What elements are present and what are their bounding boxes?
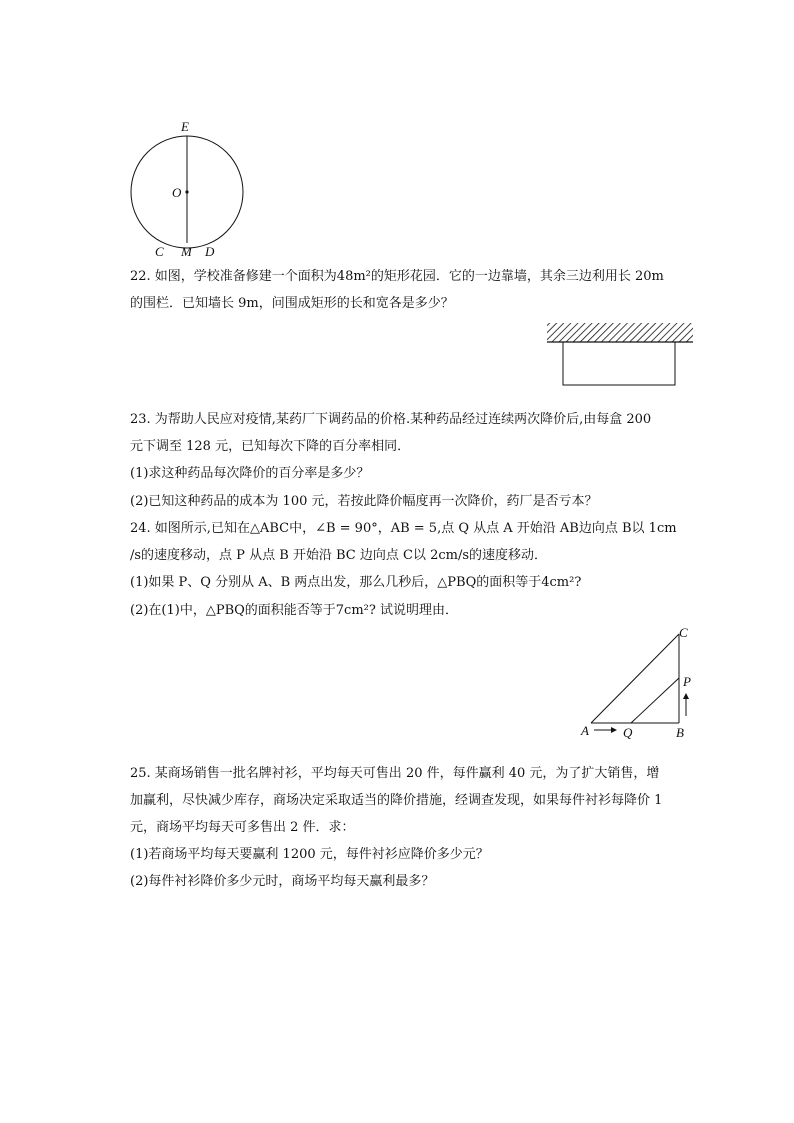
label-O: O: [172, 185, 182, 200]
q24-line-2: /s的速度移动，点 P 从点 B 开始沿 BC 边向点 C以 2cm/s的速度移动．: [130, 548, 548, 563]
q25-line-3: 元，商场平均每天可多售出 2 件．求：: [130, 820, 355, 835]
q25-line-2: 加赢利，尽快减少库存，商场决定采取适当的降价措施，经调查发现，如果每件衬衫每降价 1: [130, 793, 663, 808]
q23-line-2: 元下调至 128 元，已知每次下降的百分率相同．: [130, 439, 411, 454]
label-M: M: [181, 244, 192, 259]
arrow-right-icon: [594, 727, 617, 733]
label-A: A: [581, 723, 589, 738]
garden-rectangle: [563, 342, 675, 385]
label-B: B: [676, 725, 684, 740]
center-point: [185, 190, 188, 193]
q22-line-2: 的围栏．已知墙长 9m，问围成矩形的长和宽各是多少？: [130, 296, 454, 311]
q25-part-2: (2)每件衬衫降价多少元时，商场平均每天赢利最多？: [130, 874, 435, 889]
q24-part-1: (1)如果 P、Q 分别从 A、B 两点出发，那么几秒后，△PBQ的面积等于4cm²?: [130, 575, 582, 590]
label-P: P: [683, 674, 691, 689]
circle-figure: [120, 115, 260, 265]
label-C: C: [155, 244, 164, 259]
q25-line-1: 25. 某商场销售一批名牌衬衫，平均每天可售出 20 件，每件赢利 40 元，为了扩大销售，增: [130, 766, 660, 781]
q24-line-1: 24. 如图所示,已知在△ABC中，∠B = 90°，AB = 5,点 Q 从点 A 开始沿 AB边向点 B以 1cm: [130, 521, 677, 536]
label-E: E: [181, 119, 189, 134]
q25-part-1: (1)若商场平均每天要赢利 1200 元，每件衬衫应降价多少元？: [130, 847, 489, 862]
arrow-up-icon: [683, 693, 689, 716]
side-AC: [591, 634, 679, 723]
q22-line-1: 22. 如图，学校准备修建一个面积为48m²的矩形花园．它的一边靠墙，其余三边利用长 20m: [130, 269, 664, 284]
label-D: D: [205, 244, 215, 259]
label-Q: Q: [623, 725, 633, 740]
q24-part-2: (2)在(1)中，△PBQ的面积能否等于7cm²? 试说明理由．: [130, 603, 458, 618]
triangle-figure: [575, 620, 705, 745]
wall-hatch: [547, 323, 693, 342]
segment-PQ: [631, 678, 679, 723]
q23-part-2: (2)已知这种药品的成本为 100 元，若按此降价幅度再一次降价，药厂是否亏本？: [130, 494, 598, 509]
q23-part-1: (1)求这种药品每次降价的百分率是多少？: [130, 466, 370, 481]
q23-line-1: 23. 为帮助人民应对疫情,某药厂下调药品的价格.某种药品经过连续两次降价后,由每盒 200: [130, 412, 652, 427]
wall-garden-figure: [545, 320, 695, 390]
label-C-tri: C: [679, 625, 688, 640]
